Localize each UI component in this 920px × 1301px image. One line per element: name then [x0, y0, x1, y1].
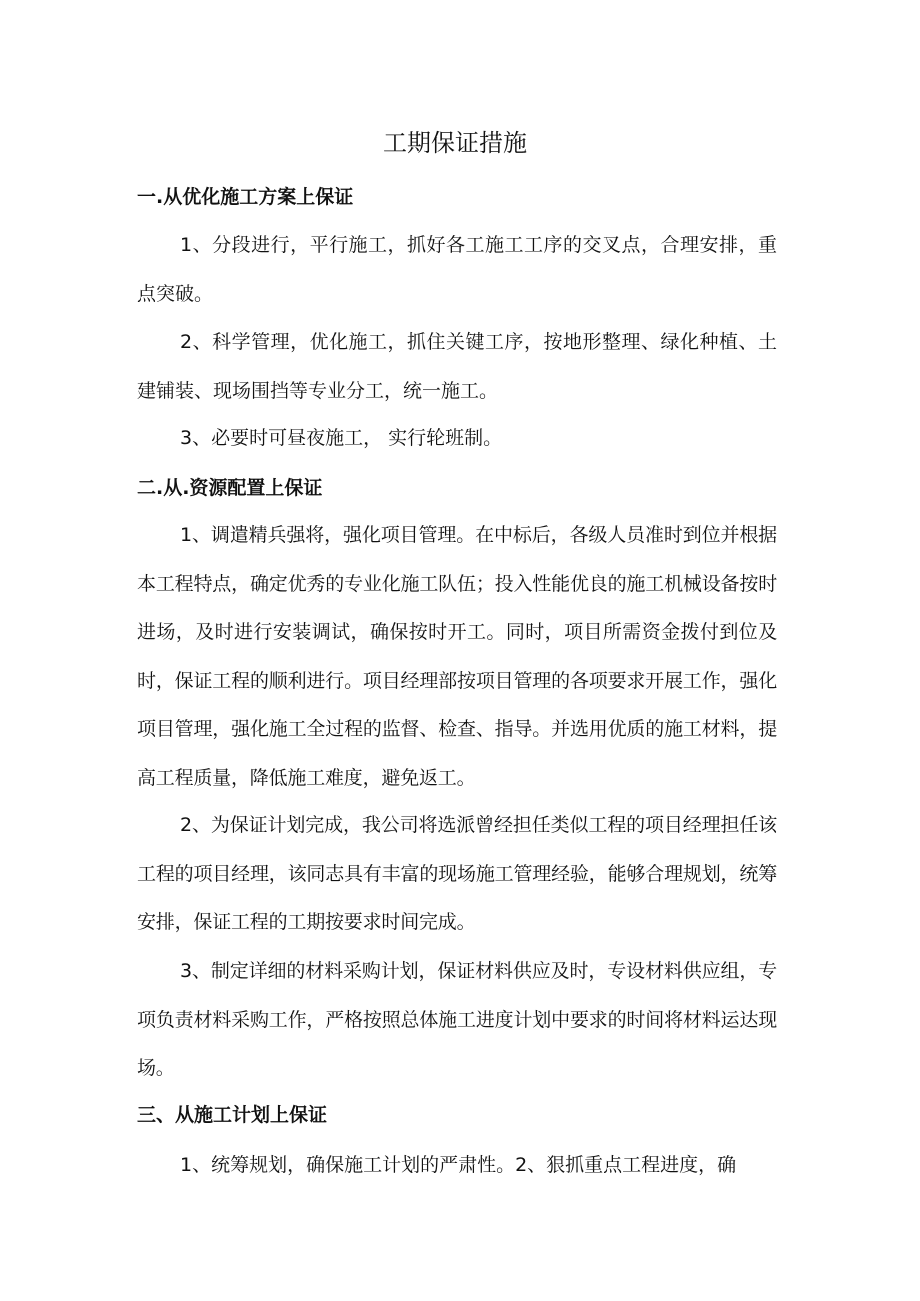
- section-heading: 三、从施工计划上保证: [137, 1104, 328, 1126]
- paragraph: 3、制定详细的材料采购计划，保证材料供应及时，专设材料供应组，专项负责材料采购工作，严格按照总体施工进度计划中要求的时间将材料运达现场。: [137, 960, 777, 1079]
- section-heading: 一.从优化施工方案上保证: [137, 186, 354, 208]
- page-title: 工期保证措施: [383, 129, 527, 157]
- paragraph: 1、分段进行，平行施工，抓好各工施工工序的交叉点，合理安排，重点突破。: [137, 234, 777, 305]
- paragraph: 2、为保证计划完成，我公司将选派曾经担任类似工程的项目经理担任该工程的项目经理，该同志具有丰富的现场施工管理经验，能够合理规划，统筹安排，保证工程的工期按要求时间完成。: [137, 814, 777, 933]
- paragraph: 1、统筹规划，确保施工计划的严肃性。2、狠抓重点工程进度，确: [180, 1154, 737, 1176]
- paragraph: 2、科学管理，优化施工，抓住关键工序，按地形整理、绿化种植、土建铺装、现场围挡等专业分工，统一施工。: [137, 331, 777, 402]
- paragraph: 1、调遣精兵强将，强化项目管理。在中标后，各级人员准时到位并根据本工程特点，确定优秀的专业化施工队伍；投入性能优良的施工机械设备按时进场，及时进行安装调试，确保按时开工。同时，项目所需资金拨付到位及时，保证工程的顺利进行。项目经理部按项目管理的各项要求开展工作，强化项目管理，强化施工全过程的监督、检查、指导。并选用优质的施工材料，提高工程质量，降低施工难度，避免返工。: [137, 524, 777, 789]
- section-heading: 二.从.资源配置上保证: [137, 477, 323, 499]
- paragraph: 3、必要时可昼夜施工， 实行轮班制。: [180, 427, 503, 449]
